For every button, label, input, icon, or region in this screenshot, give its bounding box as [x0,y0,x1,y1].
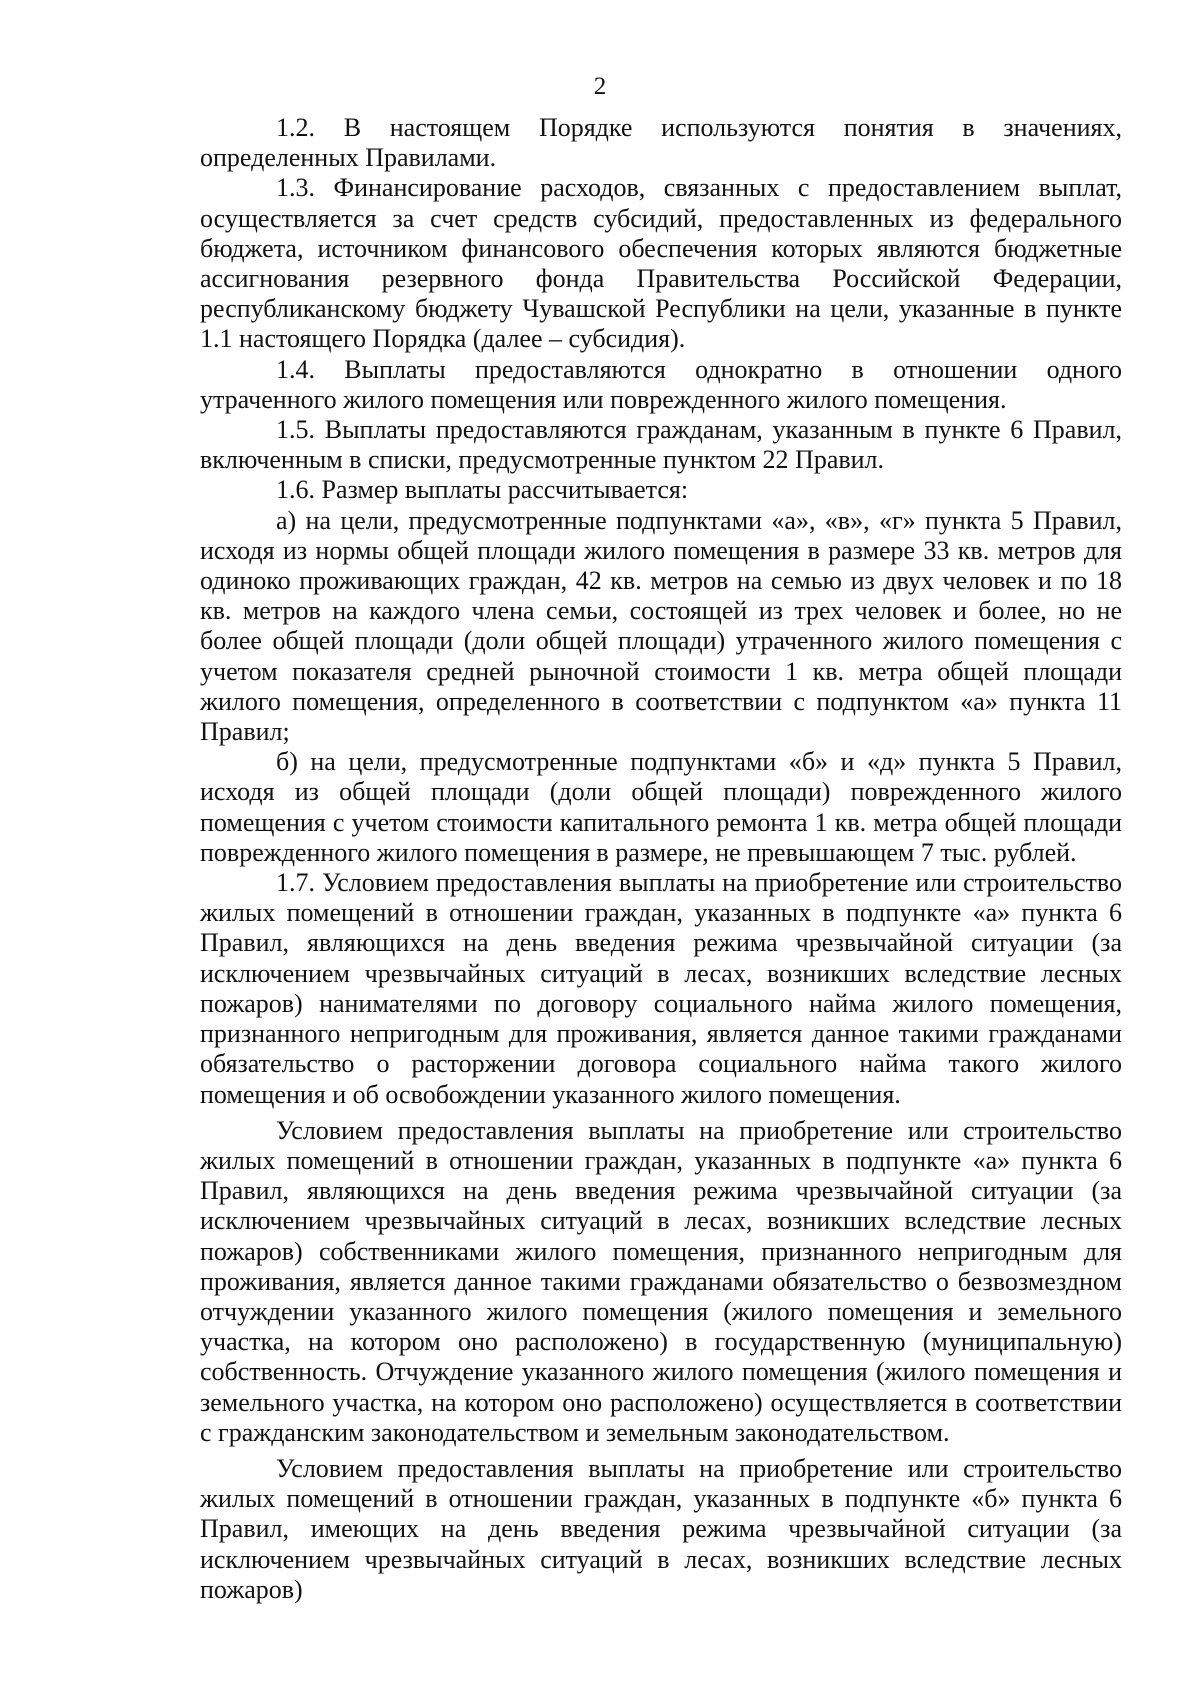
paragraph-1-4: 1.4. Выплаты предоставляются однократно в отношении одного утраченного жилого помещения или поврежденного жилого помещения. [200,354,1122,414]
document-body [200,113,1122,1605]
paragraph-1-2: 1.2. В настоящем Порядке используются понятия в значениях, определенных Правилами. [200,113,1122,173]
paragraph-1-7-subpoint-b: Условием предоставления выплаты на приобретение или строительство жилых помещений в отношении граждан, указанных в подпункте «б» пункта 6 Правил, имеющих на день введения режима чрезвычайной ситуации (за исключением чрезвычайных ситуаций в лесах, возникших вследствие лесных пожаров) [200,1453,1122,1604]
paragraph-1-7-owners: Условием предоставления выплаты на приобретение или строительство жилых помещений в отношении граждан, указанных в подпункте «а» пункта 6 Правил, являющихся на день введения режима чрезвычайной ситуации (за исключением чрезвычайных ситуаций в лесах, возникших вследствие лесных пожаров) собственниками жилого помещения, признанного непригодным для проживания, является данное такими гражданами обязательство о безвозмездном отчуждении указанного жилого помещения (жилого помещения и земельного участка, на котором оно расположено) в государственную (муниципальную) собственность. Отчуждение указанного жилого помещения (жилого помещения и земельного участка, на котором оно расположено) осуществляется в соответствии с гражданским законодательством и земельным законодательством. [200,1115,1122,1447]
paragraph-1-3: 1.3. Финансирование расходов, связанных с предоставлением выплат, осуществляется за счет средств субсидий, предоставленных из федерального бюджета, источником финансового обеспечения которых являются бюджетные ассигнования резервного фонда Правительства Российской Федерации, республиканскому бюджету Чувашской Республики на цели, указанные в пункте 1.1 настоящего Порядка (далее – субсидия). [200,173,1122,354]
paragraph-1-6-a: а) на цели, предусмотренные подпунктами «а», «в», «г» пункта 5 Правил, исходя из нормы общей площади жилого помещения в размере 33 кв. метров для одиноко проживающих граждан, 42 кв. метров на семью из двух человек и по 18 кв. метров на каждого члена семьи, состоящей из трех человек и более, но не более общей площади (доли общей площади) утраченного жилого помещения с учетом показателя средней рыночной стоимости 1 кв. метра общей площади жилого помещения, определенного в соответствии с подпунктом «а» пункта 11 Правил; [200,505,1122,747]
page-number: 2 [593,73,607,100]
paragraph-1-6-b: б) на цели, предусмотренные подпунктами «б» и «д» пункта 5 Правил, исходя из общей площади (доли общей площади) поврежденного жилого помещения с учетом стоимости капитального ремонта 1 кв. метра общей площади поврежденного жилого помещения в размере, не превышающем 7 тыс. рублей. [200,747,1122,867]
paragraph-1-5: 1.5. Выплаты предоставляются гражданам, указанным в пункте 6 Правил, включенным в списки, предусмотренные пунктом 22 Правил. [200,415,1122,475]
paragraph-1-7: 1.7. Условием предоставления выплаты на приобретение или строительство жилых помещений в отношении граждан, указанных в подпункте «а» пункта 6 Правил, являющихся на день введения режима чрезвычайной ситуации (за исключением чрезвычайных ситуаций в лесах, возникших вследствие лесных пожаров) нанимателями по договору социального найма жилого помещения, признанного непригодным для проживания, является данное такими гражданами обязательство о расторжении договора социального найма такого жилого помещения и об освобождении указанного жилого помещения. [200,868,1122,1109]
paragraph-1-6: 1.6. Размер выплаты рассчитывается: [276,475,689,505]
